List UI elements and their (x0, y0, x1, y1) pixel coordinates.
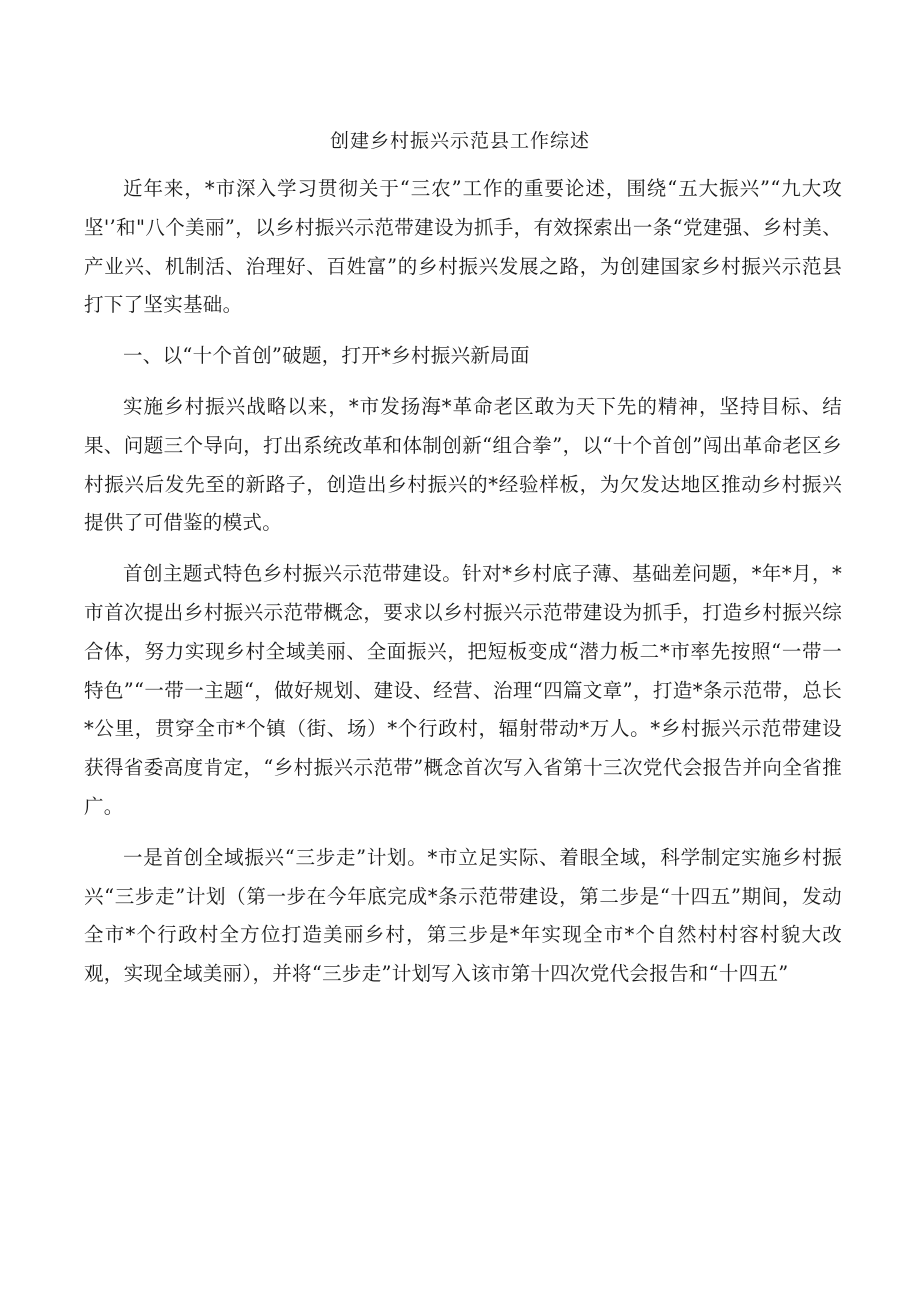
paragraph-strategy: 实施乡村振兴战略以来，*市发扬海*革命老区敢为天下先的精神，坚持目标、结果、问题三个导向，打出系统改革和体制创新“组合拳”，以“十个首创”闯出革命老区乡村振兴后发先至的新路子，创造出乡村振兴的*经验样板，为欠发达地区推动乡村振兴提供了可借鉴的模式。 (84, 394, 842, 535)
section-heading-1: 一、以“十个首创”破题，打开*乡村振兴新局面 (123, 344, 530, 368)
paragraph-intro: 近年来，*市深入学习贯彻关于“三农”工作的重要论述，围绕“五大振兴”“九大攻坚'’和"八个美丽”，以乡村振兴示范带建设为抓手，有效探索出一条“党建强、乡村美、产业兴、机制活、治理好、百姓富”的乡村振兴发展之路，为创建国家乡村振兴示范县打下了坚实基础。 (84, 177, 842, 317)
document-body (84, 170, 842, 994)
paragraph-three-steps: 一是首创全域振兴“三步走”计划。*市立足实际、着眼全域，科学制定实施乡村振兴“三步走”计划（第一步在今年底完成*条示范带建设，第二步是“十四五”期间，发动全市*个行政村全方位打造美丽乡村，第三步是*年实现全市*个自然村村容村貌大改观，实现全域美丽），并将“三步走”计划写入该市第十四次党代会报告和“十四五” (84, 845, 842, 986)
paragraph-demo-belt: 首创主题式特色乡村振兴示范带建设。针对*乡村底子薄、基础差问题，*年*月，*市首次提出乡村振兴示范带概念，要求以乡村振兴示范带建设为抓手，打造乡村振兴综合体，努力实现乡村全域美丽、全面振兴，把短板变成“潜力板二*市率先按照“一带一特色”“一带一主题“，做好规划、建设、经营、治理“四篇文章”，打造*条示范带，总长*公里，贯穿全市*个镇（街、场）*个行政村，辐射带动*万人。*乡村振兴示范带建设获得省委高度肯定，“乡村振兴示范带”概念首次写入省第十三次党代会报告并向全省推广。 (84, 562, 842, 818)
document-title: 创建乡村振兴示范县工作综述 (329, 130, 590, 152)
